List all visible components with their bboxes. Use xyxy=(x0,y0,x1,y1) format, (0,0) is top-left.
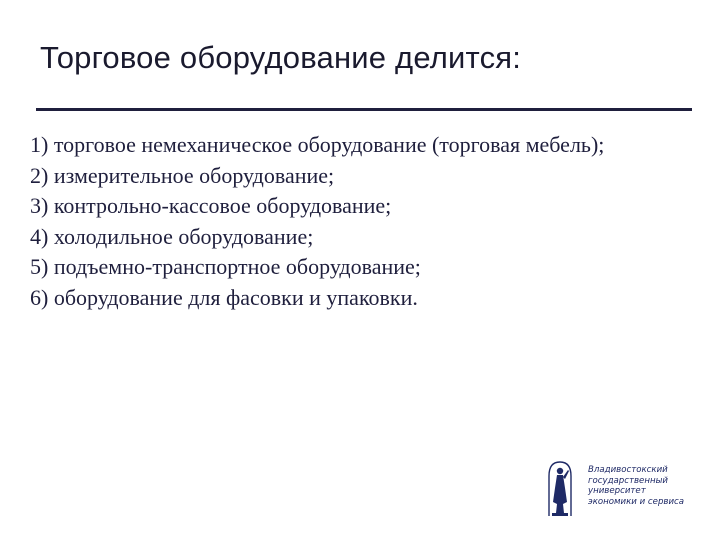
university-name-line: экономики и сервиса xyxy=(588,496,685,507)
list-item: 6) оборудование для фасовки и упаковки. xyxy=(30,284,418,310)
list-item: 4) холодильное оборудование; xyxy=(30,223,314,249)
list-item: 3) контрольно-кассовое оборудование; xyxy=(30,193,392,218)
list-item: 2) измерительное оборудование; xyxy=(30,162,335,188)
university-name-line: Владивостокский xyxy=(588,465,668,475)
page-title: Торговое оборудование делится: xyxy=(40,40,522,75)
university-statue-icon xyxy=(545,458,575,518)
title-divider xyxy=(36,108,692,111)
list-item: 5) подъемно-транспортное оборудование; xyxy=(30,254,421,279)
university-name-line: университет xyxy=(588,486,646,496)
equipment-list xyxy=(30,130,700,313)
university-name-line: государственный xyxy=(588,475,668,486)
university-name xyxy=(588,465,684,507)
list-item: 1) торговое немеханическое оборудование (торговая мебель); xyxy=(30,132,605,157)
